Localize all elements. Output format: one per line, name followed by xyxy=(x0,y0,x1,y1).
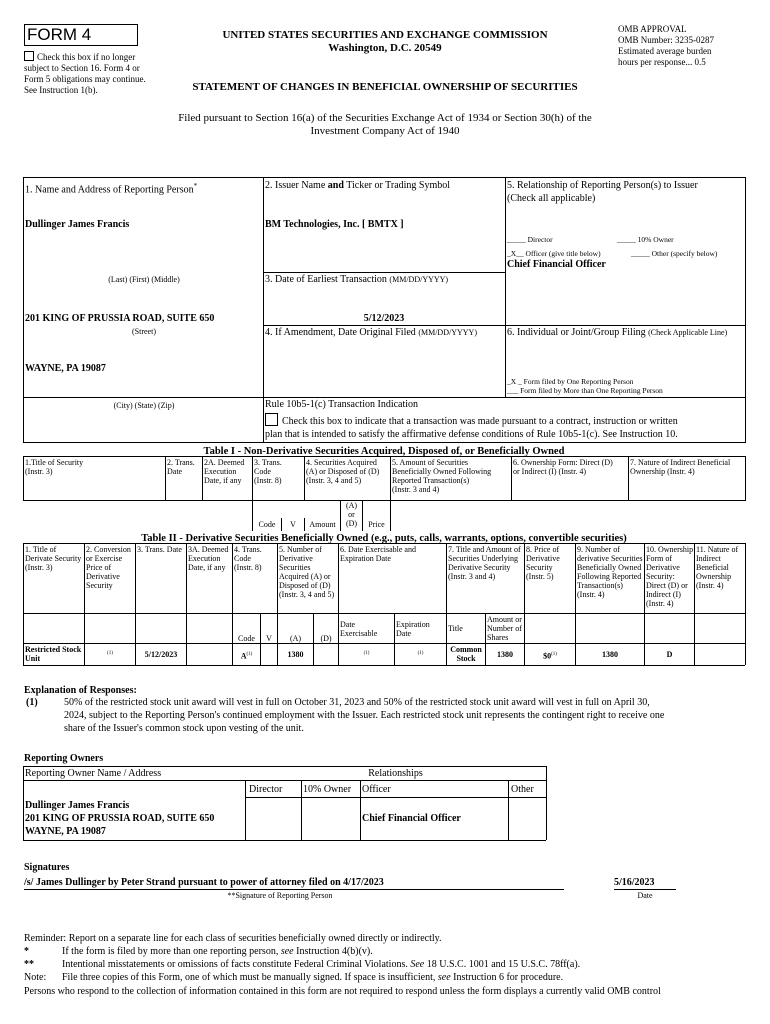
t2-col-price: 8. Price of Derivative Security (Instr. 5) xyxy=(526,545,560,581)
rule xyxy=(263,272,505,273)
note-mark: Note: xyxy=(24,972,47,983)
owners-col-officer: Officer xyxy=(362,784,391,795)
t2-col-underlying: 7. Title and Amount of Securities Underlying Derivative Security (Instr. 3 and 4) xyxy=(448,545,521,581)
omb-burden-2: hours per response... 0.5 xyxy=(618,57,706,67)
rule xyxy=(263,325,745,326)
t1-col-amount-owned: 5. Amount of Securities Beneficially Owned Following Reported Transaction(s) (Instr. 3 and 4) xyxy=(392,458,492,494)
owner-city: WAYNE, PA 19087 xyxy=(25,826,106,837)
rule xyxy=(390,500,391,531)
rule xyxy=(505,177,506,397)
date-caption: Date xyxy=(637,891,653,900)
t1-col-date: 2. Trans. Date xyxy=(167,458,195,476)
t2-row-code: $A^{(1)}$ xyxy=(240,651,253,661)
t2-sub-expiration: Expiration Date xyxy=(396,620,430,638)
rule xyxy=(644,543,645,665)
t2-col-code: 4. Trans. Code (Instr. 8) xyxy=(234,545,262,572)
owners-col-director: Director xyxy=(249,784,283,795)
exemption-checkbox[interactable] xyxy=(24,51,34,61)
omb-approval xyxy=(618,24,758,68)
t1-sub-aord: (A) or (D) xyxy=(345,501,358,528)
t1-sub-price: Price xyxy=(368,520,385,529)
form-title: FORM 4 xyxy=(27,25,92,44)
reporting-person-city: WAYNE, PA 19087 xyxy=(25,363,106,374)
star1-mark: * xyxy=(24,946,29,957)
t2-sub-v: V xyxy=(266,634,272,643)
owners-col-name: Reporting Owner Name / Address xyxy=(25,768,162,779)
director-option[interactable]: _____ Director xyxy=(507,235,553,244)
rule xyxy=(245,780,246,840)
rule xyxy=(252,456,253,501)
agency-name: UNITED STATES SECURITIES AND EXCHANGE COMMISSION xyxy=(222,29,548,41)
rule10b5-text-1: Check this box to indicate that a transaction was made pursuant to a contract, instruction or written xyxy=(265,413,743,428)
rule xyxy=(360,780,361,840)
rule xyxy=(745,456,746,501)
rule xyxy=(575,543,576,665)
city-caption: (City) (State) (Zip) xyxy=(113,401,175,410)
owner-name: Dullinger James Francis xyxy=(25,800,130,811)
t2-col-form: 10. Ownership Form of Derivative Security: Direct (D) or Indirect (I) (Instr. 4) xyxy=(646,545,694,608)
signature-line xyxy=(24,889,564,890)
rule xyxy=(245,797,546,798)
rule xyxy=(23,780,546,781)
owners-col-other: Other xyxy=(511,784,534,795)
rule xyxy=(524,543,525,665)
other-option[interactable]: _____ Other (specify below) xyxy=(631,249,718,258)
box1-label: 1. Name and Address of Reporting Person* xyxy=(25,182,198,196)
rule10b5-title: Rule 10b5-1(c) Transaction Indication xyxy=(265,399,419,410)
t1-sub-code: Code xyxy=(258,520,276,529)
rule xyxy=(511,456,512,501)
rule xyxy=(23,397,745,398)
rule xyxy=(390,456,391,501)
box5-label-2: (Check all applicable) xyxy=(507,193,596,204)
t1-col-ownership: 6. Ownership Form: Direct (D) or Indirect (I) (Instr. 4) xyxy=(513,458,613,476)
t2-row-conversion: (1) xyxy=(107,651,113,656)
t2-row-underlying-amount: 1380 xyxy=(497,650,513,659)
rule xyxy=(23,456,24,501)
rule xyxy=(277,543,278,665)
t2-sub-exercisable: Date Exercisable xyxy=(340,620,378,638)
t2-col-number: 5. Number of Derivative Securities Acquired (A) or Disposed of (D) (Instr. 3, 4 and 5) xyxy=(279,545,335,599)
filed-pursuant-1: Filed pursuant to Section 16(a) of the Securities Exchange Act of 1934 or Section 30(h) of the xyxy=(178,112,592,124)
rule xyxy=(23,543,24,665)
signatures-title: Signatures xyxy=(24,862,70,873)
t2-row-underlying-title: Common Stock xyxy=(450,645,482,663)
t2-sub-amount: Amount or Number of Shares xyxy=(487,615,522,642)
earliest-transaction-date: 5/12/2023 xyxy=(363,313,405,324)
rule xyxy=(338,543,339,665)
t2-row-owned: 1380 xyxy=(602,650,618,659)
omb-number: OMB Number: 3235-0287 xyxy=(618,35,714,45)
t2-col-nature: 11. Nature of Indirect Beneficial Ownership (Instr. 4) xyxy=(696,545,739,590)
table1-title: Table I - Non-Derivative Securities Acquired, Disposed of, or Beneficially Owned xyxy=(203,446,565,457)
t2-col-title: 1. Title of Derivate Security (Instr. 3) xyxy=(25,545,82,572)
owner-street: 201 KING OF PRUSSIA ROAD, SUITE 650 xyxy=(25,813,215,824)
t2-sub-a: (A) xyxy=(289,634,302,643)
agency-location: Washington, D.C. 20549 xyxy=(328,42,442,54)
statement-title: STATEMENT OF CHANGES IN BENEFICIAL OWNERSHIP OF SECURITIES xyxy=(192,81,578,93)
t1-col-code: 3. Trans. Code (Instr. 8) xyxy=(254,458,282,485)
box4-label: 4. If Amendment, Date Original Filed (MM/DD/YYYY) xyxy=(265,327,477,338)
t2-row-exercisable: (1) xyxy=(363,651,370,656)
t2-row-price: $0$^{(1)}$ xyxy=(543,651,557,661)
rule10b5-checkbox[interactable] xyxy=(265,413,278,426)
exemption-note: Check this box if no longer subject to Section 16. Form 4 or Form 5 obligations may continue. See Instruction 1(b). xyxy=(24,52,146,95)
filing-option-group[interactable]: ___ Form filed by More than One Reporting Person xyxy=(507,386,663,395)
rule xyxy=(23,613,745,614)
rule xyxy=(23,543,745,544)
explanation-text-3: share of the Issuer's common stock upon vesting of the unit. xyxy=(64,723,304,734)
date-line xyxy=(614,889,676,890)
t2-sub-d: (D) xyxy=(320,634,332,643)
rule xyxy=(745,543,746,665)
box5-label-1: 5. Relationship of Reporting Person(s) to Issuer xyxy=(507,180,698,191)
issuer-name: BM Technologies, Inc. [ BMTX ] xyxy=(265,219,404,230)
star1-text: If the form is filed by more than one reporting person, see Instruction 4(b)(v). xyxy=(62,946,373,957)
explanation-text-1: 50% of the restricted stock unit award will vest in full on October 31, 2023 and 50% of the restricted stock unit award will vest in full on April 30, xyxy=(64,697,650,708)
t2-col-conversion: 2. Conversion or Exercise Price of Derivative Security xyxy=(86,545,131,590)
omb-burden-1: Estimated average burden xyxy=(618,46,712,56)
signature-caption: **Signature of Reporting Person xyxy=(227,891,333,900)
t1-col-acquired: 4. Securities Acquired (A) or Disposed of (D) (Instr. 3, 4 and 5) xyxy=(306,458,380,485)
box3-label: 3. Date of Earliest Transaction (MM/DD/YYYY) xyxy=(265,274,449,285)
rule xyxy=(23,500,745,501)
rule xyxy=(232,543,233,665)
rule xyxy=(23,177,745,178)
filing-option-one[interactable]: _X _ Form filed by One Reporting Person xyxy=(507,377,634,386)
t2-row-title: Restricted Stock Unit xyxy=(25,645,82,663)
rule xyxy=(23,840,546,841)
ten-pct-owner-option[interactable]: _____ 10% Owner xyxy=(617,235,674,244)
rule xyxy=(23,442,745,443)
rule xyxy=(135,543,136,665)
reporting-person-name: Dullinger James Francis xyxy=(25,219,130,230)
owners-col-ten: 10% Owner xyxy=(303,784,352,795)
rule xyxy=(628,456,629,501)
owners-col-relationships: Relationships xyxy=(368,768,423,779)
t1-sub-v: V xyxy=(290,520,296,529)
omb-approval-title: OMB APPROVAL xyxy=(618,24,687,34)
rule xyxy=(23,665,745,666)
signature-date: 5/16/2023 xyxy=(614,877,655,888)
box6-label: 6. Individual or Joint/Group Filing (Check Applicable Line) xyxy=(507,327,728,338)
t1-col-title: 1.Title of Security (Instr. 3) xyxy=(25,458,84,476)
box2-label: 2. Issuer Name and Ticker or Trading Symbol xyxy=(265,180,451,191)
rule xyxy=(202,456,203,501)
rule xyxy=(23,766,24,840)
owners-title: Reporting Owners xyxy=(24,753,104,764)
t2-col-date: 3. Trans. Date xyxy=(137,545,182,554)
reporting-person-street: 201 KING OF PRUSSIA ROAD, SUITE 650 xyxy=(25,313,215,324)
explanation-number: (1) xyxy=(26,697,38,708)
rule xyxy=(546,766,547,840)
officer-title: Chief Financial Officer xyxy=(507,259,606,270)
officer-option[interactable]: _X__ Officer (give title below) xyxy=(507,249,601,258)
t2-row-a: 1380 xyxy=(287,650,304,659)
rule xyxy=(186,543,187,665)
rule xyxy=(304,456,305,501)
rule xyxy=(23,766,546,767)
explanation-title: Explanation of Responses: xyxy=(24,685,137,696)
t1-col-deemed: 2A. Deemed Execution Date, if any xyxy=(204,458,245,485)
rule xyxy=(84,543,85,665)
rule10b5-text-2: plan that is intended to satisfy the affirmative defense conditions of Rule 10b5-1(c). See Instruction 10. xyxy=(265,429,678,440)
rule xyxy=(301,780,302,840)
street-caption: (Street) xyxy=(132,327,156,336)
name-caption: (Last) (First) (Middle) xyxy=(108,275,180,284)
star2-mark: ** xyxy=(24,959,34,970)
table2-title: Table II - Derivative Securities Beneficially Owned (e.g., puts, calls, warrants, options, convertible securities) xyxy=(141,533,627,544)
t1-col-nature: 7. Nature of Indirect Beneficial Ownership (Instr. 4) xyxy=(630,458,731,476)
t1-sub-amount: Amount xyxy=(309,520,336,529)
persons-text: Persons who respond to the collection of information contained in this form are not required to respond unless the form displays a currently valid OMB control xyxy=(24,986,661,997)
rule xyxy=(23,456,745,457)
t2-sub-title: Title xyxy=(448,624,463,633)
t2-col-deemed: 3A. Deemed Execution Date, if any xyxy=(188,545,229,572)
owner-officer: Chief Financial Officer xyxy=(362,813,461,824)
star2-text: Intentional misstatements or omissions of facts constitute Federal Criminal Violations. See 18 U.S.C. 1001 and 15 U.S.C. 78ff(a). xyxy=(62,959,581,970)
filed-pursuant-2: Investment Company Act of 1940 xyxy=(310,125,460,137)
explanation-text-2: 2024, subject to the Reporting Person's continued employment with the Issuer. Each restricted stock unit represents the contingent right to receive one xyxy=(64,710,665,721)
signature-text: /s/ James Dullinger by Peter Strand pursuant to power of attorney filed on 4/17/2023 xyxy=(24,877,384,888)
t2-col-owned: 9. Number of derivative Securities Beneficially Owned Following Reported Transaction(s) (Instr. 4) xyxy=(577,545,643,599)
reminder-text: Reminder: Report on a separate line for each class of securities beneficially owned directly or indirectly. xyxy=(24,933,442,944)
t2-sub-code: Code xyxy=(238,634,255,643)
t2-row-date: 5/12/2023 xyxy=(144,650,178,659)
rule xyxy=(508,780,509,840)
t2-row-expiration: (1) xyxy=(417,651,424,656)
note-text: File three copies of this Form, one of which must be manually signed. If space is insufficient, see Instruction 6 for procedure. xyxy=(62,972,564,983)
rule xyxy=(694,543,695,665)
rule xyxy=(23,643,745,644)
rule xyxy=(165,456,166,501)
t2-col-exercisable: 6. Date Exercisable and Expiration Date xyxy=(340,545,416,563)
t2-row-form: D xyxy=(666,650,673,659)
rule xyxy=(745,177,746,443)
